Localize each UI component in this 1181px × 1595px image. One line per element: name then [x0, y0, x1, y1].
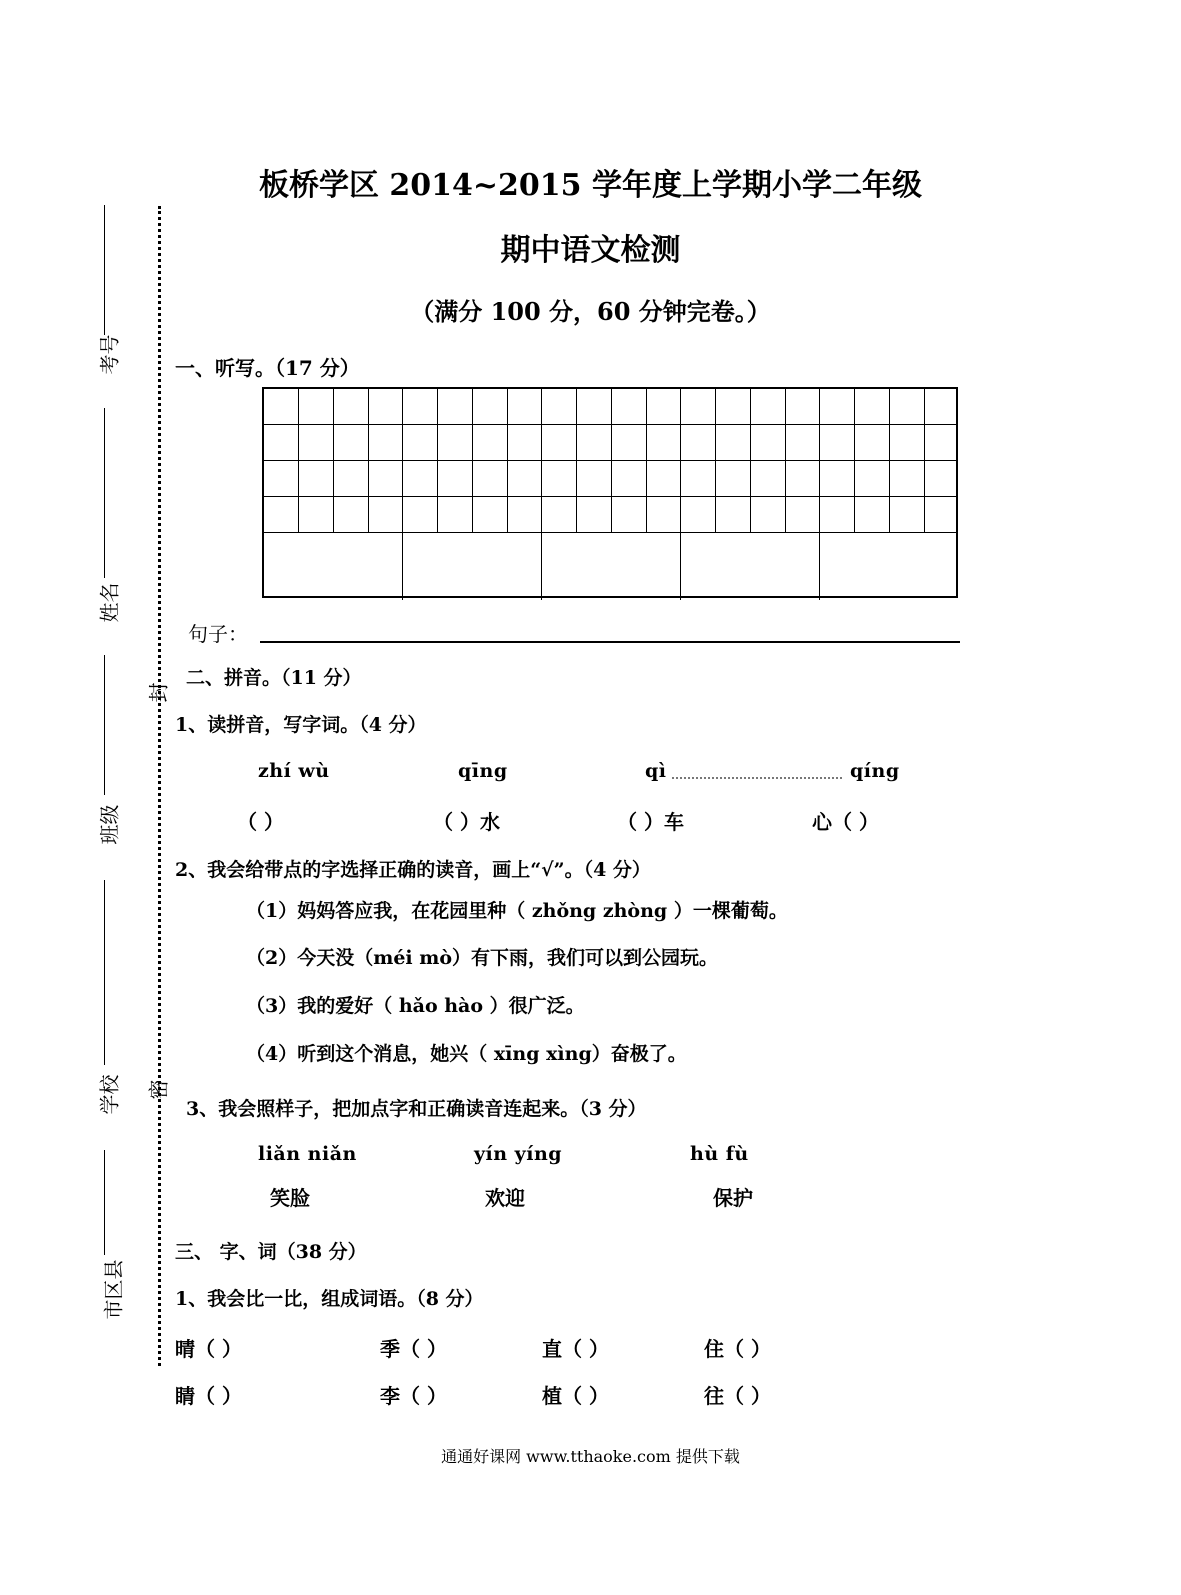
compare-word-blank[interactable]: 晴（ ）	[175, 1337, 242, 1361]
footer-source: 通通好课网 www.tthaoke.com 提供下载	[441, 1447, 740, 1466]
pinyin-item: zhí wù	[258, 760, 330, 782]
word-item[interactable]: 保护	[713, 1186, 753, 1210]
section2-q2-title: 2、我会给带点的字选择正确的读音，画上“√”。（4 分）	[175, 859, 651, 881]
section3-heading: 三、 字、词（38 分）	[175, 1241, 367, 1263]
answer-blank[interactable]: （ ）	[237, 810, 284, 834]
answer-blank[interactable]: （ ）车	[617, 810, 684, 834]
dictation-grid[interactable]	[262, 387, 958, 598]
district-label: 市区县	[101, 1259, 126, 1320]
reading-item[interactable]: （1）妈妈答应我，在花园里种（ zhǒng zhòng ）一棵葡萄。	[246, 900, 788, 922]
school-label: 学校	[97, 1074, 122, 1115]
binding-line	[104, 880, 105, 1065]
word-item[interactable]: 欢迎	[485, 1186, 525, 1210]
seal-char: 密	[146, 1079, 171, 1100]
pinyin-item: qì	[645, 760, 667, 782]
sentence-answer-line[interactable]	[260, 641, 960, 643]
section2-q1-title: 1、读拼音，写字词。（4 分）	[175, 714, 427, 736]
answer-blank[interactable]: 心（ ）	[812, 810, 879, 834]
section1-heading: 一、听写。（17 分）	[175, 356, 360, 380]
answer-blank[interactable]: （ ）水	[433, 810, 500, 834]
binding-line	[104, 1150, 105, 1255]
pinyin-item: qíng	[850, 760, 900, 782]
page-subtitle: 期中语文检测	[500, 233, 681, 268]
pinyin-pair[interactable]: hù fù	[690, 1143, 749, 1165]
exam-number-label: 考号	[97, 334, 122, 375]
section2-q3-title: 3、我会照样子，把加点字和正确读音连起来。（3 分）	[186, 1098, 647, 1120]
compare-word-blank[interactable]: 住（ ）	[704, 1337, 771, 1361]
reading-item[interactable]: （3）我的爱好（ hǎo hào ）很广泛。	[246, 995, 585, 1017]
page-title: 板桥学区 2014~2015 学年度上学期小学二年级	[258, 168, 923, 203]
binding-line	[104, 655, 105, 795]
compare-word-blank[interactable]: 往（ ）	[704, 1384, 771, 1408]
reading-item[interactable]: （2）今天没（méi mò）有下雨，我们可以到公园玩。	[246, 947, 719, 969]
compare-word-blank[interactable]: 睛（ ）	[175, 1384, 242, 1408]
pinyin-pair[interactable]: liǎn niǎn	[258, 1143, 357, 1165]
compare-word-blank[interactable]: 季（ ）	[380, 1337, 447, 1361]
binding-line	[104, 408, 105, 578]
compare-word-blank[interactable]: 李（ ）	[380, 1384, 447, 1408]
class-label: 班级	[97, 804, 122, 845]
compare-word-blank[interactable]: 直（ ）	[542, 1337, 609, 1361]
compare-word-blank[interactable]: 植（ ）	[542, 1384, 609, 1408]
binding-line	[104, 205, 105, 335]
reading-item[interactable]: （4）听到这个消息，她兴（ xīng xìng）奋极了。	[246, 1043, 687, 1065]
seal-char: 封	[146, 682, 171, 703]
section3-q1-title: 1、我会比一比，组成词语。（8 分）	[175, 1288, 484, 1310]
section2-heading: 二、拼音。（11 分）	[186, 667, 362, 689]
pinyin-pair[interactable]: yín yíng	[474, 1143, 563, 1165]
word-item[interactable]: 笑脸	[270, 1186, 310, 1210]
name-label: 姓名	[97, 582, 122, 623]
pinyin-item: qīng	[458, 760, 508, 782]
seal-dotted-line	[158, 206, 161, 1366]
dotted-connector	[672, 777, 842, 779]
sentence-label: 句子：	[188, 622, 248, 646]
score-note: （满分 100 分，60 分钟完卷。）	[410, 297, 771, 326]
